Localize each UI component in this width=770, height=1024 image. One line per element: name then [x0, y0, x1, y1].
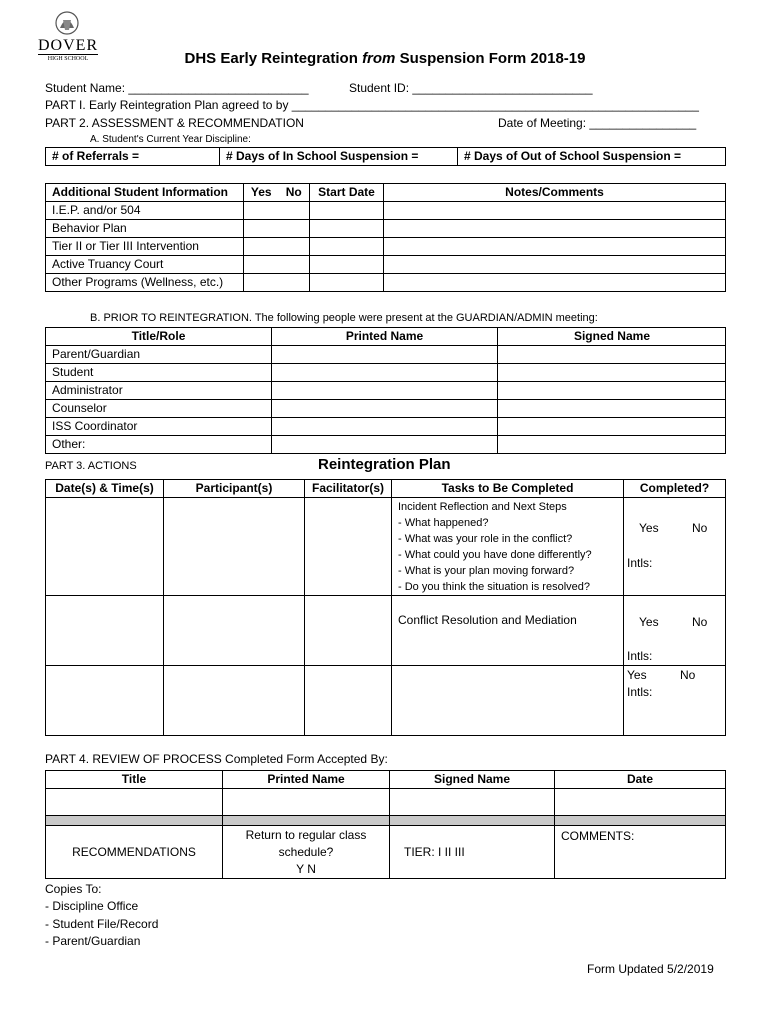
table-row: [46, 789, 726, 816]
row-label: I.E.P. and/or 504: [46, 202, 244, 220]
table-row: [46, 418, 726, 436]
row-label: Active Truancy Court: [46, 256, 244, 274]
divider-cell: [390, 816, 555, 826]
printed-name-cell[interactable]: [272, 418, 498, 436]
completed-cell[interactable]: [624, 666, 726, 736]
iss-days-cell[interactable]: # Days of In School Suspension =: [220, 148, 458, 166]
discipline-label: A. Student's Current Year Discipline:: [90, 134, 251, 145]
table-header: Title/Role: [46, 328, 272, 346]
start-date-cell[interactable]: [310, 274, 384, 292]
return-yes-no[interactable]: Y N: [296, 861, 316, 876]
yes-option[interactable]: Yes: [639, 521, 659, 535]
form-title: DHS Early Reintegration from Suspension Form 2018-19: [184, 50, 586, 67]
table-header: Signed Name: [390, 771, 555, 789]
copies-item: - Parent/Guardian: [45, 934, 141, 948]
notes-cell[interactable]: [384, 220, 726, 238]
copies-label: Copies To:: [45, 882, 102, 896]
table-header: Date(s) & Time(s): [46, 480, 164, 498]
comments-cell[interactable]: COMMENTS:: [555, 826, 726, 879]
table-row: [46, 498, 726, 596]
additional-info-table: [45, 183, 726, 292]
no-option[interactable]: No: [692, 615, 708, 629]
table-row: [46, 346, 726, 364]
task-reflection-cell: [392, 498, 624, 596]
signed-name-cell[interactable]: [498, 418, 726, 436]
notes-cell[interactable]: [384, 274, 726, 292]
table-header: Title: [46, 771, 223, 789]
table-row: [46, 382, 726, 400]
task-line: - What is your plan moving forward?: [398, 565, 575, 577]
table-header: Participant(s): [164, 480, 305, 498]
signed-name-cell[interactable]: [498, 346, 726, 364]
return-question-line1: Return to regular class: [245, 827, 367, 842]
copies-item: - Student File/Record: [45, 917, 159, 931]
logo-subtitle: HIGH SCHOOL: [38, 54, 98, 63]
logo-name: DOVER: [38, 37, 99, 54]
table-row: [46, 220, 726, 238]
meeting-attendees-table: [45, 327, 726, 454]
start-date-cell[interactable]: [310, 220, 384, 238]
signed-name-cell[interactable]: [498, 400, 726, 418]
task-cell[interactable]: [392, 666, 624, 736]
title-cell[interactable]: [46, 789, 223, 816]
start-date-cell[interactable]: [310, 256, 384, 274]
start-date-cell[interactable]: [310, 238, 384, 256]
yes-no-cell[interactable]: [244, 220, 310, 238]
divider-cell: [555, 816, 726, 826]
table-row: [46, 238, 726, 256]
form-updated-footer: Form Updated 5/2/2019: [587, 962, 714, 976]
table-header: Printed Name: [223, 771, 390, 789]
date-time-cell[interactable]: [46, 596, 164, 666]
printed-name-cell[interactable]: [272, 382, 498, 400]
table-header: Notes/Comments: [384, 184, 726, 202]
initials-label: Intls:: [627, 556, 653, 570]
task-line: - What was your role in the conflict?: [398, 533, 573, 545]
yes-no-cell[interactable]: [244, 202, 310, 220]
no-option[interactable]: No: [680, 668, 696, 682]
table-row: [46, 400, 726, 418]
printed-name-cell[interactable]: [272, 436, 498, 454]
completed-cell[interactable]: [624, 596, 726, 666]
row-label: Other Programs (Wellness, etc.): [46, 274, 244, 292]
notes-cell[interactable]: [384, 256, 726, 274]
task-line: Incident Reflection and Next Steps: [398, 501, 567, 513]
completed-cell[interactable]: [624, 498, 726, 596]
role-label: Student: [46, 364, 272, 382]
copies-item: - Discipline Office: [45, 899, 139, 913]
signed-name-cell[interactable]: [390, 789, 555, 816]
yes-no-cell[interactable]: [244, 274, 310, 292]
yes-option[interactable]: Yes: [627, 668, 647, 682]
table-header: Yes: [244, 184, 279, 202]
table-header: Start Date: [310, 184, 384, 202]
tier-cell[interactable]: TIER: I II III: [390, 826, 555, 879]
table-header: Completed?: [624, 480, 726, 498]
divider-cell: [223, 816, 390, 826]
date-cell[interactable]: [555, 789, 726, 816]
divider-cell: [46, 816, 223, 826]
table-header: Signed Name: [498, 328, 726, 346]
role-label: ISS Coordinator: [46, 418, 272, 436]
notes-cell[interactable]: [384, 202, 726, 220]
table-row: [46, 256, 726, 274]
return-question-line2: schedule?: [278, 844, 334, 859]
task-line: - Do you think the situation is resolved?: [398, 581, 590, 593]
reintegration-plan-title: Reintegration Plan: [318, 456, 451, 473]
facilitator-cell[interactable]: [305, 596, 392, 666]
task-line: - What happened?: [398, 517, 489, 529]
recommendations-row: [46, 826, 726, 879]
table-header: Additional Student Information: [46, 184, 244, 202]
table-header: Tasks to Be Completed: [392, 480, 624, 498]
signed-name-cell[interactable]: [498, 436, 726, 454]
part3-heading: PART 3. ACTIONS: [45, 460, 137, 472]
task-line: - What could you have done differently?: [398, 549, 592, 561]
table-header: Date: [555, 771, 726, 789]
printed-name-cell[interactable]: [223, 789, 390, 816]
table-row: [46, 436, 726, 454]
date-time-cell[interactable]: [46, 666, 164, 736]
prior-reintegration-label: B. PRIOR TO REINTEGRATION. The following people were present at the GUARDIAN/ADMIN meeting:: [90, 312, 598, 324]
role-label: Administrator: [46, 382, 272, 400]
table-row: [46, 202, 726, 220]
yes-no-cell[interactable]: [244, 256, 310, 274]
start-date-cell[interactable]: [310, 202, 384, 220]
return-to-class-cell[interactable]: [223, 826, 390, 879]
table-header: Facilitator(s): [305, 480, 392, 498]
part1-agreed-field[interactable]: PART I. Early Reintegration Plan agreed to by _____________________________________________________________: [45, 98, 699, 112]
participant-cell[interactable]: [164, 666, 305, 736]
signed-name-cell[interactable]: [498, 382, 726, 400]
participant-cell[interactable]: [164, 498, 305, 596]
role-label: Counselor: [46, 400, 272, 418]
student-id-field[interactable]: Student ID: ___________________________: [349, 81, 593, 95]
table-row: [46, 596, 726, 666]
yes-no-cell[interactable]: [244, 238, 310, 256]
role-label: Parent/Guardian: [46, 346, 272, 364]
participant-cell[interactable]: [164, 596, 305, 666]
printed-name-cell[interactable]: [272, 346, 498, 364]
task-mediation-cell: Conflict Resolution and Mediation: [392, 596, 624, 666]
initials-label: Intls:: [627, 685, 653, 699]
row-label: Tier II or Tier III Intervention: [46, 238, 244, 256]
date-time-cell[interactable]: [46, 498, 164, 596]
row-label: Behavior Plan: [46, 220, 244, 238]
divider-row: [46, 816, 726, 826]
no-option[interactable]: No: [692, 521, 708, 535]
discipline-table: [45, 147, 726, 166]
facilitator-cell[interactable]: [305, 666, 392, 736]
printed-name-cell[interactable]: [272, 400, 498, 418]
date-of-meeting-field[interactable]: Date of Meeting: ________________: [498, 116, 697, 130]
facilitator-cell[interactable]: [305, 498, 392, 596]
oss-days-cell[interactable]: # Days of Out of School Suspension =: [458, 148, 726, 166]
table-header: No: [279, 184, 310, 202]
table-row: [46, 274, 726, 292]
signed-name-cell[interactable]: [498, 364, 726, 382]
printed-name-cell[interactable]: [272, 364, 498, 382]
review-table: [45, 770, 726, 879]
actions-table: [45, 479, 726, 736]
table-header: Printed Name: [272, 328, 498, 346]
student-name-field[interactable]: Student Name: ___________________________: [45, 81, 309, 95]
recommendations-label: RECOMMENDATIONS: [46, 826, 223, 879]
notes-cell[interactable]: [384, 238, 726, 256]
yes-option[interactable]: Yes: [639, 615, 659, 629]
part2-heading: PART 2. ASSESSMENT & RECOMMENDATION: [45, 116, 304, 130]
part4-heading: PART 4. REVIEW OF PROCESS Completed Form Accepted By:: [45, 752, 388, 766]
initials-label: Intls:: [627, 649, 653, 663]
referrals-cell[interactable]: # of Referrals =: [46, 148, 220, 166]
table-row: [46, 666, 726, 736]
role-label: Other:: [46, 436, 272, 454]
table-row: [46, 364, 726, 382]
